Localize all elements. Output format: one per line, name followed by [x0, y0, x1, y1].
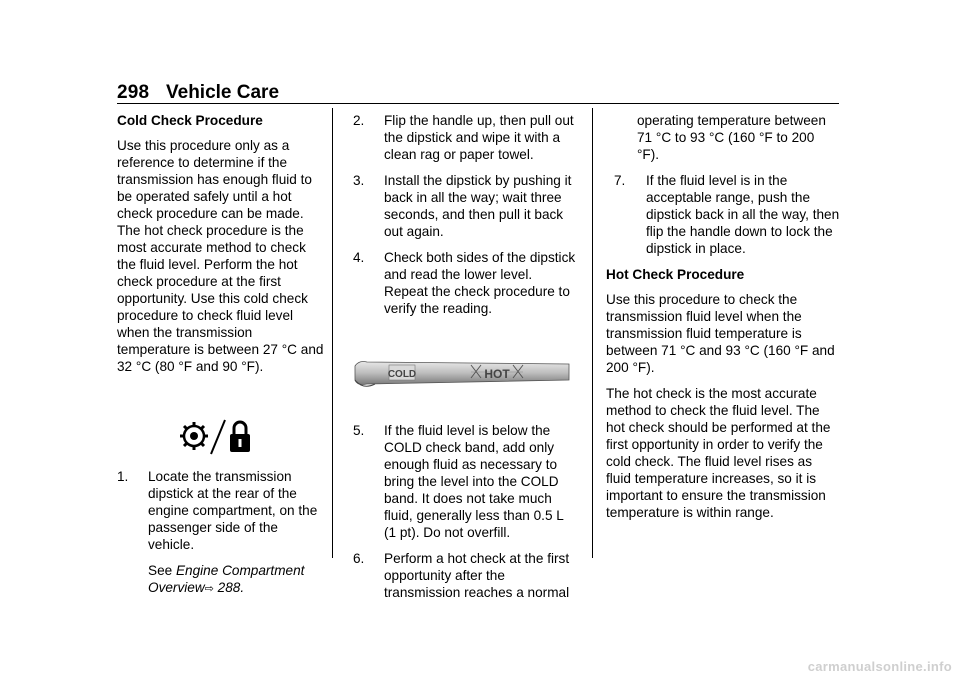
- step-text: Locate the transmission dipstick at the rear of the engine compartment, on the passenger side of the vehicle.: [148, 469, 318, 552]
- step-5: [353, 422, 579, 541]
- step-4: [353, 249, 579, 317]
- step-number: 6.: [353, 551, 365, 566]
- column-divider-1: [332, 108, 333, 558]
- step-text: Flip the handle up, then pull out the dipstick and wipe it with a clean rag or paper towel.: [384, 113, 574, 162]
- see-reference: [117, 562, 325, 598]
- hot-check-para-2: The hot check is the most accurate method to check the fluid level. The hot check should be performed at the first opportunity in order to verify the cold check. The fluid level rises as fluid temperature increases, so it is important to ensure the transmission temperature is within range.: [606, 386, 831, 520]
- see-link[interactable]: Engine Compartment Overview: [148, 563, 305, 595]
- cold-check-heading: Cold Check Procedure: [117, 113, 263, 128]
- step-number: 4.: [353, 250, 365, 265]
- step-6-continued: operating temperature between 71 °C to 93 °C (160 °F to 200 °F).: [637, 113, 826, 162]
- step-number: 7.: [614, 173, 626, 188]
- step-number: 5.: [353, 423, 365, 438]
- transmission-fluid-lock-icon: [117, 384, 325, 468]
- step-text: Install the dipstick by pushing it back in all the way; wait three seconds, and then pull it back out again.: [384, 173, 572, 239]
- cold-check-intro: Use this procedure only as a reference to determine if the transmission has enough fluid to be operated safely until a hot check procedure can be made. The hot check procedure is the most accurate method to check the fluid level. Perform the hot check procedure at the first opportunity. Use this cold check procedure to check fluid level when the transmission temperature is between 27 °C and 32 °C (80 °F and 90 °F).: [117, 138, 324, 374]
- step-1: [117, 468, 325, 553]
- arrow-icon: ⇨: [204, 583, 214, 595]
- section-title: Vehicle Care: [166, 82, 280, 103]
- step-number: 1.: [117, 469, 129, 484]
- page-header: [117, 82, 839, 104]
- step-text: Perform a hot check at the first opportunity after the transmission reaches a normal: [384, 551, 570, 600]
- step-number: 2.: [353, 113, 365, 128]
- page-number: 298: [117, 82, 150, 103]
- step-6: [353, 550, 579, 601]
- hot-check-para-1: Use this procedure to check the transmission fluid level when the transmission fluid temperature is between 71 °C and 93 °C (160 °F and 200 °F).: [606, 292, 835, 375]
- dipstick-cold-label: COLD: [387, 369, 417, 380]
- see-page: 288.: [213, 580, 245, 595]
- column-divider-2: [592, 108, 593, 558]
- step-3: [353, 172, 579, 240]
- see-prefix: See: [148, 563, 176, 578]
- column-2: [353, 112, 579, 610]
- column-1: [117, 112, 325, 607]
- dipstick-illustration: [353, 326, 579, 422]
- step-text: If the fluid level is below the COLD check band, add only enough fluid as necessary to bring the level into the COLD band. It does not take much fluid, generally less than 0.5 L (1 pt). Do not overfill.: [384, 423, 564, 540]
- step-2: [353, 112, 579, 163]
- step-number: 3.: [353, 173, 365, 188]
- step-7: [606, 172, 840, 257]
- dipstick-hot-label: HOT: [484, 367, 510, 381]
- step-text: If the fluid level is in the acceptable range, push the dipstick back in all the way, then flip the handle down to lock the dipstick in place.: [646, 173, 840, 256]
- hot-check-heading: Hot Check Procedure: [606, 267, 745, 282]
- step-text: Check both sides of the dipstick and read the lower level. Repeat the check procedure to verify the reading.: [384, 250, 576, 316]
- watermark: carmanualsonline.info: [807, 659, 952, 674]
- header-rule: [117, 103, 839, 104]
- column-3: [606, 112, 840, 530]
